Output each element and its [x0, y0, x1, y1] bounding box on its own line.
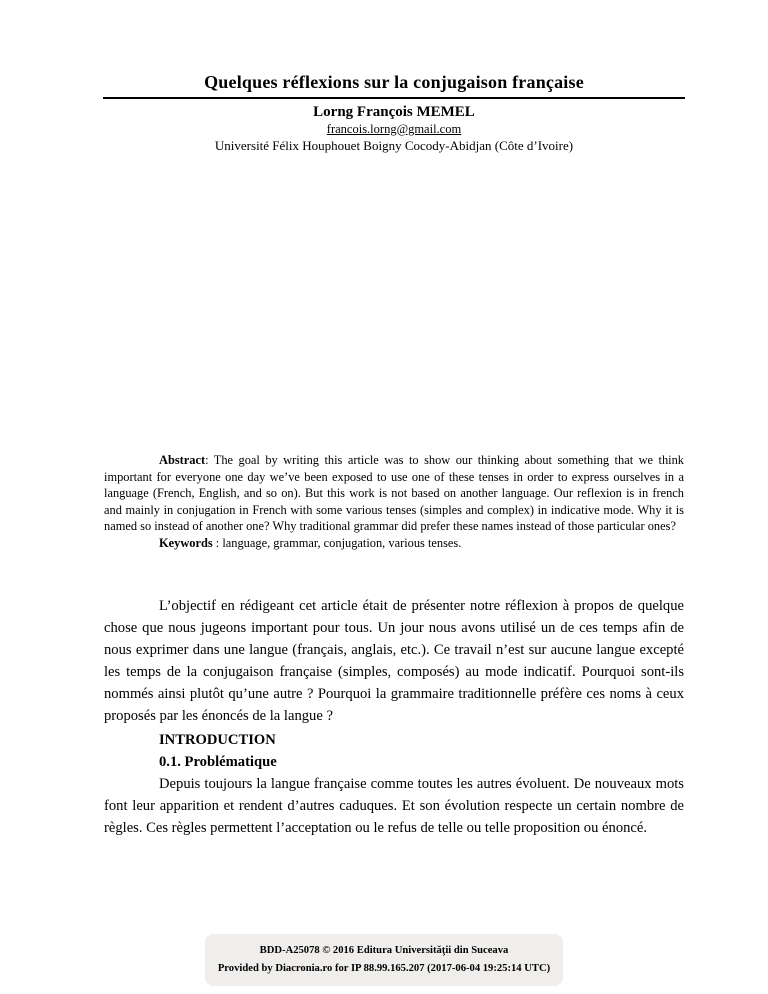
email-link[interactable]: francois.lorng@gmail.com	[326, 122, 462, 136]
title-rule	[103, 97, 685, 99]
provenance-footer	[205, 934, 563, 986]
article-body	[104, 596, 684, 840]
keywords-text: : language, grammar, conjugation, various tenses.	[212, 535, 462, 550]
abstract-section	[104, 452, 684, 552]
author-name: Lorng François MEMEL	[313, 104, 475, 120]
affiliation: Université Félix Houphouet Boigny Cocody-Abidjan (Côte d’Ivoire)	[214, 138, 574, 153]
heading-problematique: 0.1. Problématique	[159, 754, 277, 771]
body-paragraph-2: Depuis toujours la langue française comme toutes les autres évoluent. De nouveaux mots font leur apparition et rendent d’autres caduques. Et son évolution respecte un certain nombre de règles. Ces règles permettent l’acceptation ou le refus de telle ou telle proposition ou énoncé.	[104, 776, 684, 837]
footer-line-2: Provided by Diacronia.ro for IP 88.99.165.207 (2017-06-04 19:25:14 UTC)	[217, 962, 551, 974]
abstract-paragraph	[104, 452, 684, 535]
abstract-text: : The goal by writing this article was to show our thinking about something that we think important for everyone one day we’ve been exposed to use one of these tenses in order to express ourselves in a language (French, English, and so on). But this work is not based on another language. Our reflexion is in french and mainly in conjugation in French with some various tenses (simples and complex) in indicative mode. Why it is named so instead of another one? Why traditional grammar did prefer these names instead of those particular ones?	[104, 453, 684, 534]
body-paragraph-1: L’objectif en rédigeant cet article était de présenter notre réflexion à propos de quelque chose que nous jugeons important pour tous. Un jour nous avons utilisé un de ces temps afin de nous exprimer dans une langue (français, anglais, etc.). Ce travail n’est sur aucune langue excepté les temps de la conjugaison française (simples, composés) au mode indicatif. Pourquoi sont-ils nommés ainsi plutôt qu’une autre ? Pourquoi la grammaire traditionnelle préfère ces noms à ceux proposés par les énoncés de la langue ?	[104, 598, 684, 724]
keywords-label: Keywords	[159, 535, 213, 550]
page-title: Quelques réflexions sur la conjugaison française	[204, 72, 584, 92]
footer-line-1: BDD-A25078 © 2016 Editura Universităţii din Suceava	[259, 945, 509, 956]
heading-introduction: INTRODUCTION	[159, 732, 276, 749]
abstract-label: Abstract	[159, 453, 206, 467]
keywords-paragraph	[104, 535, 684, 552]
email-line	[103, 122, 685, 137]
paper-header	[103, 72, 685, 154]
